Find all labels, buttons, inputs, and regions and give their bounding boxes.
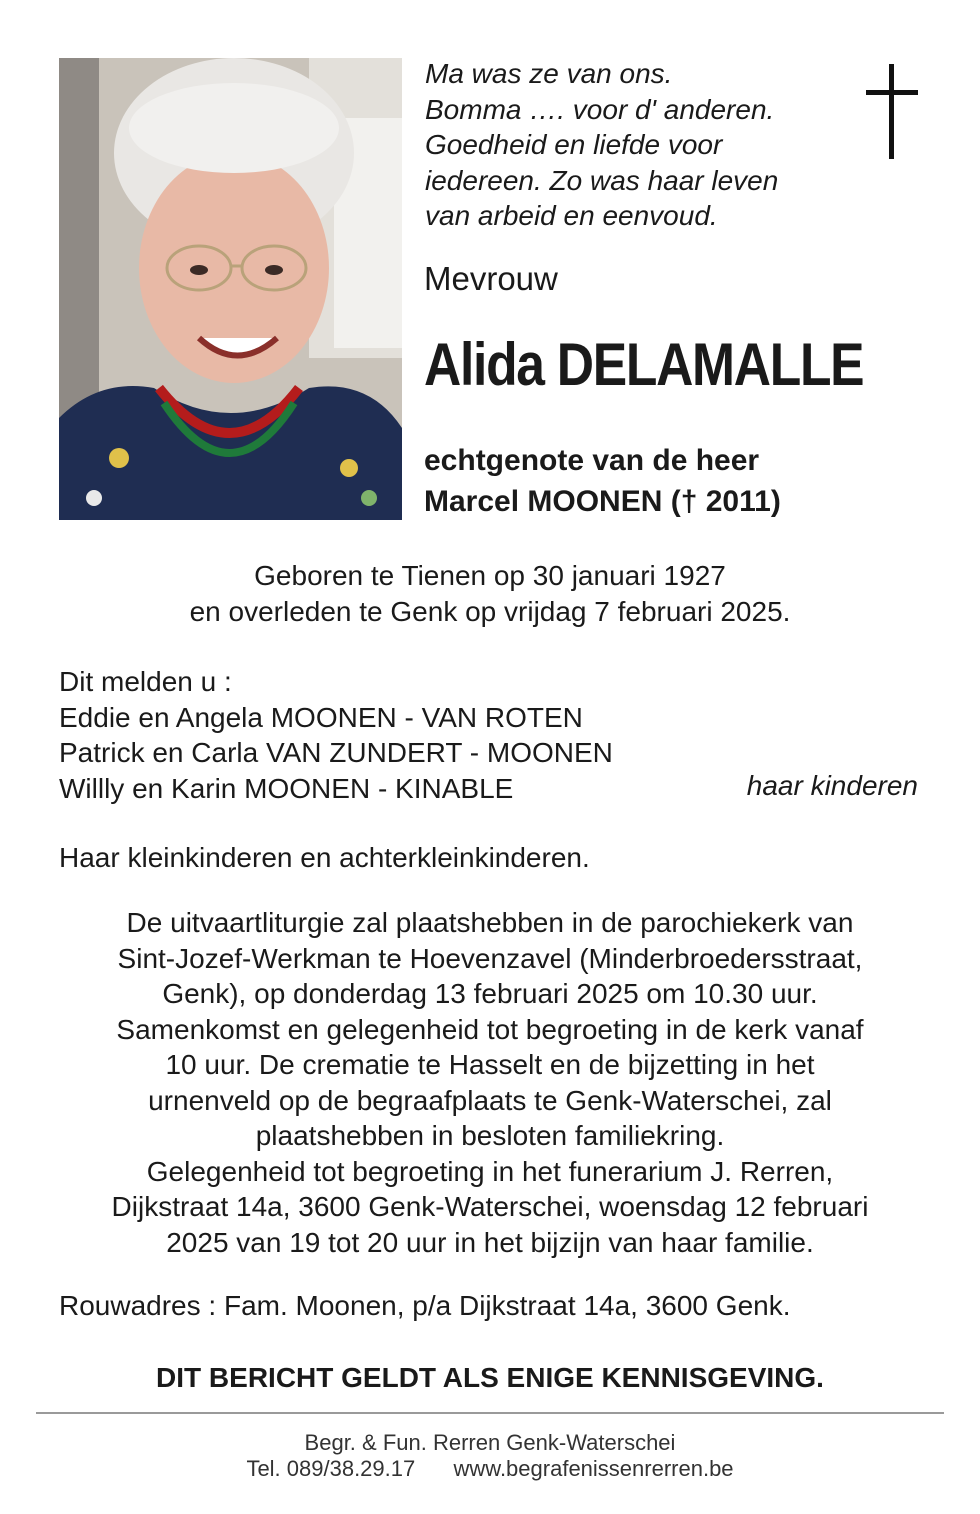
death-line: en overleden te Genk op vrijdag 7 februari 2025. [189, 595, 791, 627]
poem [425, 56, 865, 234]
ceremony-line: 10 uur. De crematie te Hasselt en de bijzetting in het [165, 1049, 815, 1080]
poem-line: Goedheid en liefde voor [425, 129, 723, 160]
funeral-website[interactable]: www.begrafenissenrerren.be [453, 1456, 734, 1481]
notice-statement: DIT BERICHT GELDT ALS ENIGE KENNISGEVING. [156, 1362, 824, 1393]
family-line: Patrick en Carla VAN ZUNDERT - MOONEN [59, 737, 613, 768]
spouse-info [424, 440, 781, 522]
poem-line: van arbeid en eenvoud. [425, 200, 718, 231]
family-line: Eddie en Angela MOONEN - VAN ROTEN [59, 701, 583, 733]
spouse-line-1: echtgenote van de heer [424, 444, 760, 477]
funeral-company: Begr. & Fun. Rerren Genk-Waterschei [304, 1430, 676, 1455]
family-line: Willly en Karin MOONEN - KINABLE [59, 772, 514, 804]
ceremony-line: 2025 van 19 tot 20 uur in het bijzijn van haar familie. [166, 1226, 814, 1258]
grandchildren-line: Haar kleinkinderen en achterkleinkinderen. [59, 842, 590, 873]
ceremony-line: Sint-Jozef-Werkman te Hoevenzavel (Minderbroedersstraat, [117, 942, 863, 974]
portrait-illustration [59, 58, 402, 520]
funeral-phone: Tel. 089/38.29.17 [246, 1456, 416, 1481]
relation-label: haar kinderen [746, 770, 918, 801]
ceremony-line: urnenveld op de begraafplaats te Genk-Waterschei, zal [148, 1084, 832, 1116]
ceremony-line: plaatshebben in besloten familiekring. [255, 1120, 725, 1151]
ceremony-line: Samenkomst en gelegenheid tot begroeting in de kerk vanaf [116, 1013, 864, 1045]
birth-death-info [40, 558, 940, 629]
poem-line: Ma was ze van ons. [425, 58, 673, 89]
footer [0, 1430, 980, 1482]
divider [36, 1412, 944, 1414]
ceremony-info [40, 905, 940, 1260]
announcers-intro: Dit melden u : [59, 666, 232, 697]
deceased-name: Alida DELAMALLE [424, 331, 864, 398]
spouse-line-2: Marcel MOONEN († 2011) [424, 485, 781, 518]
poem-line: Bomma …. voor d' anderen. [425, 93, 775, 125]
ceremony-line: Gelegenheid tot begroeting in het funerarium J. Rerren, [146, 1155, 834, 1187]
birth-line: Geboren te Tienen op 30 januari 1927 [254, 560, 726, 591]
portrait-photo [59, 58, 402, 520]
ceremony-line: Dijkstraat 14a, 3600 Genk-Waterschei, woensdag 12 februari [111, 1191, 869, 1222]
poem-line: iedereen. Zo was haar leven [425, 164, 779, 196]
cross-icon [862, 64, 922, 159]
honorific-title: Mevrouw [424, 260, 558, 297]
ceremony-line: De uitvaartliturgie zal plaatshebben in de parochiekerk van [126, 907, 854, 938]
mourning-address: Rouwadres : Fam. Moonen, p/a Dijkstraat 14a, 3600 Genk. [59, 1290, 791, 1321]
ceremony-line: Genk), op donderdag 13 februari 2025 om 10.30 uur. [162, 978, 818, 1009]
